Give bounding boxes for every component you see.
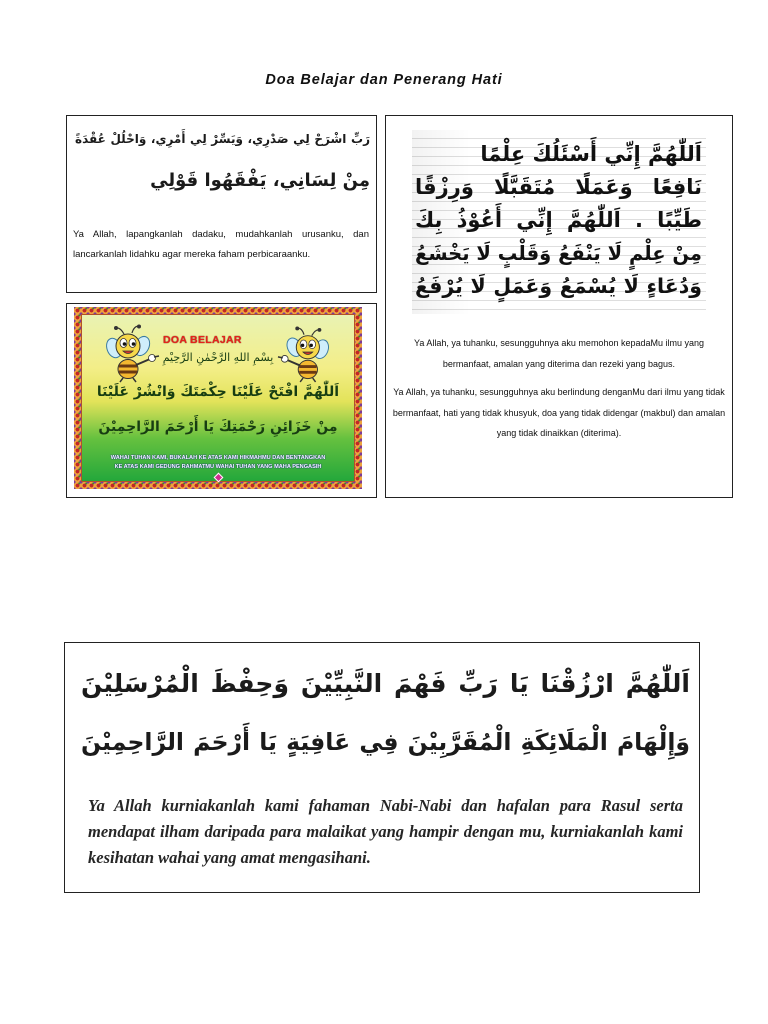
doa-belajar-poster: [74, 307, 362, 489]
poster-box-doa-belajar: [66, 303, 377, 498]
arabic-line: نَافِعًا وَعَمَلًا مُتَقَبَّلًا وَرِزْقًا: [415, 175, 702, 199]
arabic-line: اَللّٰهُمَّ ارْزُقْنَا يَا رَبِّ فَهْمَ النَّبِيِّيْنَ وَحِفْظَ الْمُرْسَلِيْنَ: [81, 669, 690, 698]
arabic-calligraphy: [81, 655, 690, 771]
poster-heading: DOA BELAJAR: [163, 334, 242, 346]
arabic-line: طَيِّبًا . اَللّٰهُمَّ إِنِّي أَعُوْذُ بِكَ: [415, 208, 702, 232]
prayer-translation: Ya Allah kurniakanlah kami fahaman Nabi-Nabi dan hafalan para Rasul serta mendapat ilham daripada para malaikat yang hampir dengan mu, kurniakanlah kami kesihatan wahai yang amat mengasihani.: [88, 796, 683, 867]
diamond-ornament-icon: [214, 473, 224, 482]
poster-caption-line: KE ATAS KAMI GEDUNG RAHMATMU WAHAI TUHAN YANG MAHA PENGASIH: [114, 464, 322, 470]
prayer-box-kefahaman: [64, 642, 700, 893]
arabic-line: رَبِّ اشْرَحْ لِي صَدْرِي، وَيَسِّرْ لِي أَمْرِي، وَاحْلُلْ عُقْدَةً: [75, 132, 370, 146]
prayer-translation: Ya Allah, lapangkanlah dadaku, mudahkanlah urusanku, dan lancarkanlah lidahku agar mereka faham perbicaraanku.: [73, 229, 369, 260]
arabic-line: وَإِلْهَامَ الْمَلَائِكَةِ الْمُقَرَّبِيْنَ فِي عَافِيَةٍ يَا أَرْحَمَ الرَّاحِمِيْنَ: [81, 728, 690, 756]
poster-arabic-line: مِنْ خَزَائِنِ رَحْمَتِكَ يَا أَرْحَمَ الرَّاحِمِيْنَ: [98, 419, 338, 435]
poster-caption-line: WAHAI TUHAN KAMI, BUKALAH KE ATAS KAMI HIKMAHMU DAN BENTANGKAN: [110, 455, 326, 461]
poster-background: [81, 314, 355, 482]
poster-basmalah: بِسْمِ اللهِ الرَّحْمٰنِ الرَّحِيْمِ: [162, 351, 274, 364]
lined-paper-image: [412, 130, 706, 314]
page-title: Doa Belajar dan Penerang Hati: [265, 72, 503, 88]
arabic-line: مِنْ عِلْمٍ لَا يَنْفَعُ وَقَلْبٍ لَا يَخْشَعُ: [415, 242, 702, 265]
translation-paragraph: Ya Allah, ya tuhanku, sesungguhnya aku berlindung denganMu dari ilmu yang tidak bermanfaat, hati yang tidak khusyuk, doa yang tidak didengar (makbul) dan amalan yang tidak dinaikkan (diterima).: [392, 387, 726, 438]
prayer-box-ilmu-bermanfaat: [385, 115, 733, 498]
prayer-translation: [392, 333, 726, 452]
translation-paragraph: Ya Allah, ya tuhanku, sesungguhnya aku memohon kepadaMu ilmu yang bermanfaat, amalan yang diterima dan rezeki yang bagus.: [413, 338, 705, 369]
arabic-line: مِنْ لِسَانِي، يَفْقَهُوا قَوْلِي: [150, 170, 370, 191]
prayer-box-lapang-dada: [66, 115, 377, 293]
arabic-handwriting: [415, 138, 702, 303]
poster-arabic-line: اَللّٰهُمَّ افْتَحْ عَلَيْنَا حِكْمَتَكَ وَانْشُرْ عَلَيْنَا: [96, 384, 340, 400]
arabic-line: اَللّٰهُمَّ إِنِّي أَسْئَلُكَ عِلْمًا: [480, 142, 702, 166]
arabic-prayer-text: [75, 118, 370, 202]
arabic-line: وَدُعَاءٍ لَا يُسْمَعُ وَعَمَلٍ لَا يُرْفَعُ: [415, 274, 702, 298]
